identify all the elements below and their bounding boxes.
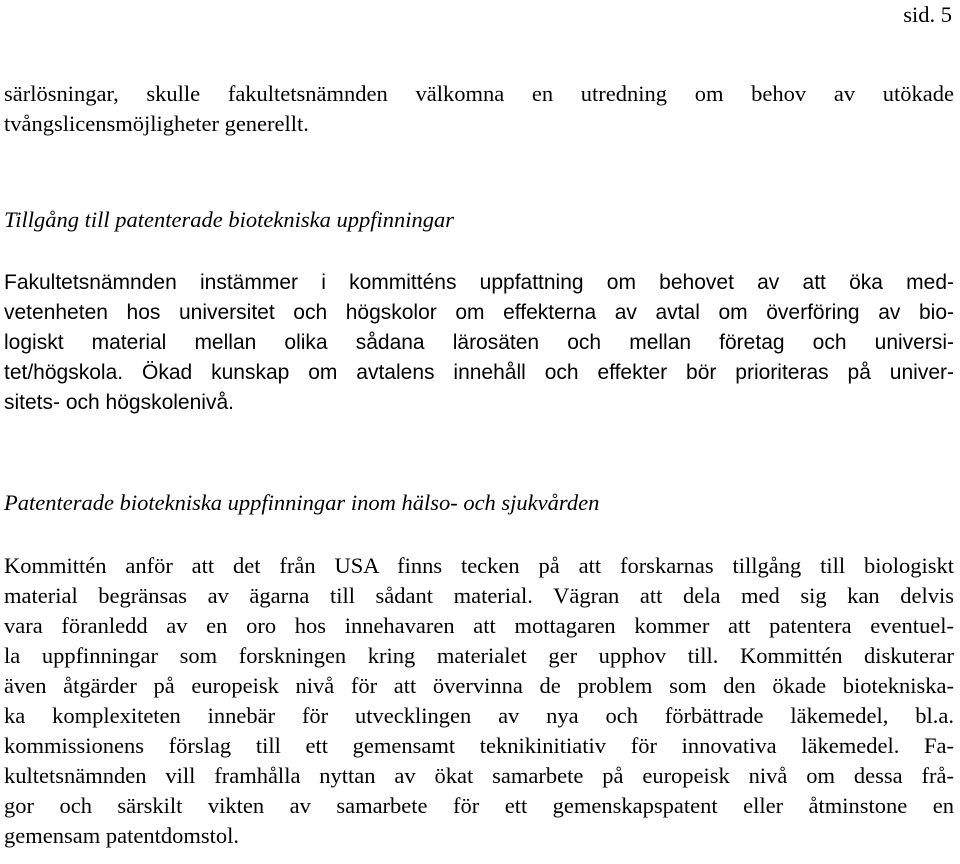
text-line: tvångslicensmöjligheter generellt. — [4, 111, 309, 136]
paragraph-intro — [4, 79, 954, 139]
text-line: vetenheten hos universitet och högskolor om effekterna av avtal om överföring av bio- — [4, 301, 954, 324]
text-line: Fakultetsnämnden instämmer i kommitténs uppfattning om behovet av att öka med- — [4, 271, 954, 294]
text-line: kultetsnämnden vill framhålla nyttan av ökat samarbete på europeisk nivå om dessa frå- — [4, 763, 954, 788]
section-heading-patenterade: Patenterade biotekniska uppfinningar inom hälso- och sjukvården — [4, 490, 600, 515]
text-line: material begränsas av ägarna till sådant material. Vägran att dela med sig kan delvis — [4, 583, 954, 608]
text-line: la uppfinningar som forskningen kring materialet ger upphov till. Kommittén diskuterar — [4, 643, 954, 668]
text-line: Kommittén anför att det från USA finns tecken på att forskarnas tillgång till biologiskt — [4, 553, 954, 578]
text-line: gor och särskilt vikten av samarbete för ett gemenskapspatent eller åtminstone en — [4, 793, 954, 818]
text-line: gemensam patentdomstol. — [4, 823, 239, 848]
page-number: sid. 5 — [903, 2, 952, 27]
text-line: logiskt material mellan olika sådana lärosäten och mellan företag och universi- — [4, 331, 954, 354]
text-line: även åtgärder på europeisk nivå för att övervinna de problem som den ökade biotekniska- — [4, 673, 954, 698]
text-line: särlösningar, skulle fakultetsnämnden välkomna en utredning om behov av utökade — [4, 81, 954, 106]
paragraph-patenterade — [4, 551, 954, 851]
text-line: sitets- och högskolenivå. — [4, 391, 234, 414]
text-line: ka komplexiteten innebär för utvecklingen av nya och förbättrade läkemedel, bl.a. — [4, 703, 954, 728]
section-heading-tillgang: Tillgång till patenterade biotekniska uppfinningar — [4, 207, 454, 232]
paragraph-tillgang — [4, 268, 954, 418]
text-line: tet/högskola. Ökad kunskap om avtalens innehåll och effekter bör prioriteras på univer- — [4, 361, 954, 384]
text-line: kommissionens förslag till ett gemensamt teknikinitiativ för innovativa läkemedel. Fa- — [4, 733, 954, 758]
text-line: vara föranledd av en oro hos innehavaren att mottagaren kommer att patentera eventuel- — [4, 613, 954, 638]
